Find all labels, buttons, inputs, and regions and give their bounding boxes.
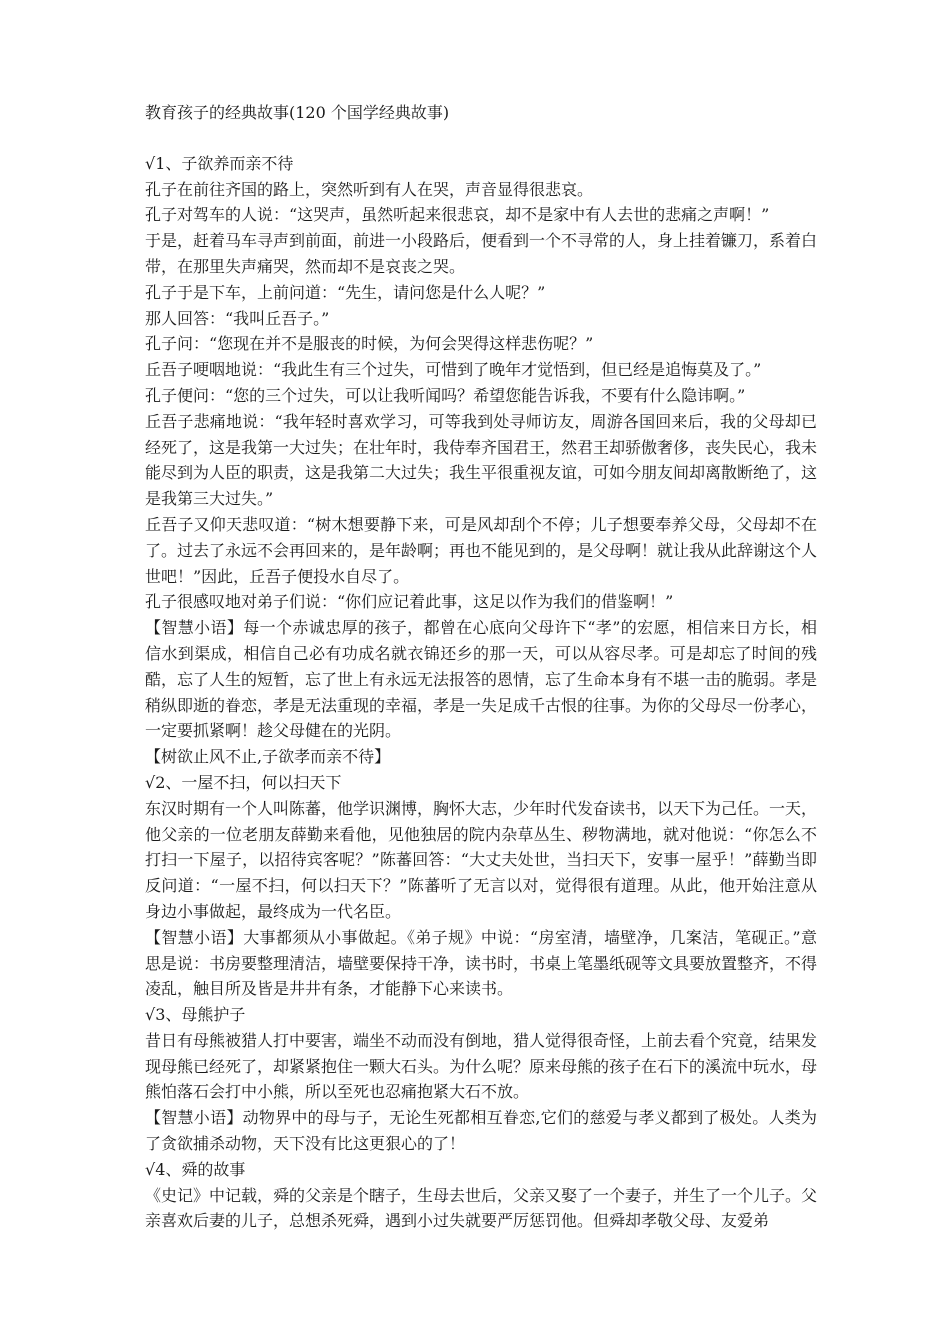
paragraph: 孔子在前往齐国的路上，突然听到有人在哭，声音显得很悲哀。 [145,179,594,199]
paragraph: 《史记》中记载，舜的父亲是个瞎子，生母去世后，父亲又娶了一个妻子，并生了一个儿子。父亲喜欢后妻的儿子，总想杀死舜，遇到小过失就要严厉惩罚他。但舜却孝敬父母、友爱弟 [145,1185,818,1231]
paragraph: 【智慧小语】动物界中的母与子，无论生死都相互眷恋,它们的慈爱与孝义都到了极处。人类为了贪欲捕杀动物，天下没有比这更狠心的了！ [145,1108,817,1154]
document-title: 教育孩子的经典故事(120 个国学经典故事) [145,103,450,122]
paragraph: 【智慧小语】每一个赤诚忠厚的孩子，都曾在心底向父母许下“孝”的宏愿，相信来日方长，相信水到渠成，相信自己必有功成名就衣锦还乡的那一天，可以从容尽孝。可是却忘了时间的残酷，忘了人生的短暂，忘了世上有永远无法报答的恩情，忘了生命本身有不堪一击的脆弱。孝是稍纵即逝的眷恋，孝是无法重现的幸福，孝是一失足成千古恨的往事。为你的父母尽一份孝心，一定要抓紧啊！趁父母健在的光阴。 [145,618,818,741]
document-body [145,151,817,1234]
paragraph: 孔子对驾车的人说：“这哭声，虽然听起来很悲哀，却不是家中有人去世的悲痛之声啊！” [145,205,770,225]
paragraph: 昔日有母熊被猎人打中要害，端坐不动而没有倒地，猎人觉得很奇怪，上前去看个究竟，结果发现母熊已经死了，却紧紧抱住一颗大石头。为什么呢？原来母熊的孩子在石下的溪流中玩水，母熊怕落石会打中小熊，所以至死也忍痛抱紧大石不放。 [145,1030,818,1102]
section-heading: √1、子欲养而亲不待 [145,153,294,173]
paragraph: 东汉时期有一个人叫陈蕃，他学识渊博，胸怀大志，少年时代发奋读书，以天下为己任。一天，他父亲的一位老朋友薛勤来看他，见他独居的院内杂草丛生、秽物满地，就对他说：“你怎么不打扫一下屋子，以招待宾客呢？”陈蕃回答：“大丈夫处世，当扫天下，安事一屋乎！”薛勤当即反问道：“一屋不扫，何以扫天下？”陈蕃听了无言以对，觉得很有道理。从此，他开始注意从身边小事做起，最终成为一代名臣。 [145,798,818,921]
paragraph: 孔子便问：“您的三个过失，可以让我听闻吗？希望您能告诉我，不要有什么隐讳啊。” [145,385,746,405]
paragraph: 那人回答：“我叫丘吾子。” [145,308,330,328]
paragraph: 丘吾子又仰天悲叹道：“树木想要静下来，可是风却刮个不停；儿子想要奉养父母，父母却不在了。过去了永远不会再回来的，是年龄啊；再也不能见到的，是父母啊！就让我从此辞谢这个人世吧！”因此，丘吾子便投水自尽了。 [145,514,818,586]
paragraph: 丘吾子悲痛地说：“我年轻时喜欢学习，可等我到处寻师访友，周游各国回来后，我的父母却已经死了，这是我第一大过失；在壮年时，我侍奉齐国君王，然君王却骄傲奢侈，丧失民心，我未能尽到为人臣的职责，这是我第二大过失；我生平很重视友谊，可如今朋友间却离散断绝了，这是我第三大过失。” [145,411,818,509]
section-heading: √3、母熊护子 [145,1005,246,1025]
paragraph: 孔子很感叹地对弟子们说：“你们应记着此事，这足以作为我们的借鉴啊！” [145,592,674,612]
paragraph: 丘吾子哽咽地说：“我此生有三个过失，可惜到了晚年才觉悟到，但已经是追悔莫及了。” [145,360,762,380]
paragraph: 【智慧小语】大事都须从小事做起。《弟子规》中说：“房室清，墙壁净，几案洁，笔砚正。”意思是说：书房要整理清洁，墙壁要保持干净，读书时，书桌上笔墨纸砚等文具要放置整齐，不得凌乱，触目所及皆是井井有条，才能静下心来读书。 [145,927,818,999]
paragraph: 【树欲止风不止,子欲孝而亲不待】 [145,747,391,767]
paragraph: 孔子问：“您现在并不是服丧的时候，为何会哭得这样悲伤呢？” [145,334,594,354]
paragraph: 孔子于是下车，上前问道：“先生，请问您是什么人呢？” [145,282,546,302]
document-page [145,100,817,1234]
paragraph: 于是，赶着马车寻声到前面，前进一小段路后，便看到一个不寻常的人，身上挂着镰刀，系着白带，在那里失声痛哭，然而却不是哀丧之哭。 [145,231,818,276]
section-heading: √2、一屋不扫，何以扫天下 [145,772,342,792]
section-heading: √4、舜的故事 [145,1159,246,1179]
